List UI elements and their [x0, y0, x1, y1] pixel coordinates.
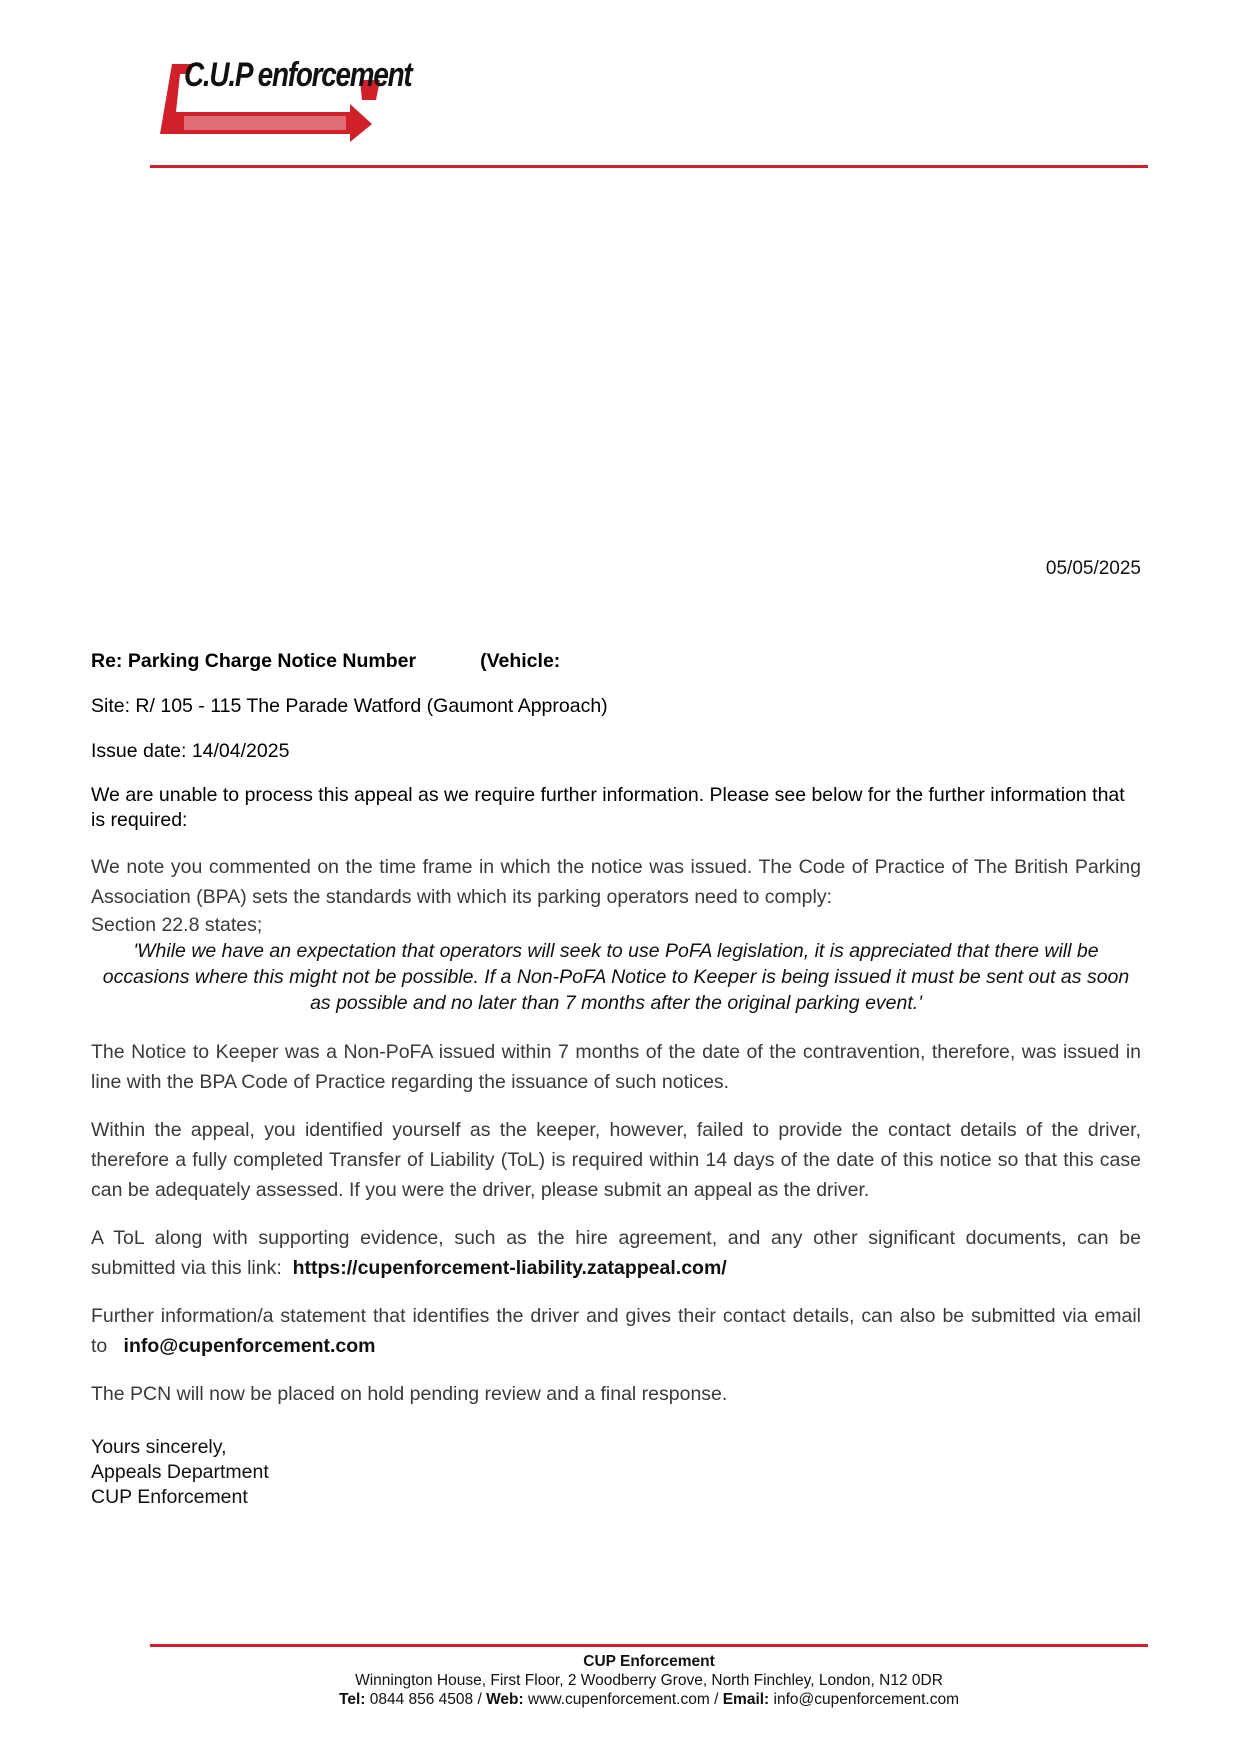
email-link[interactable]: info@cupenforcement.com: [123, 1335, 376, 1357]
site-line: Site: R/ 105 - 115 The Parade Watford (Gaumont Approach): [91, 695, 608, 717]
footer-email-label: Email:: [722, 1691, 770, 1708]
hold-paragraph: The PCN will now be placed on hold pending review and a final response.: [91, 1383, 728, 1405]
page-footer: [150, 1652, 1148, 1709]
intro-paragraph: We are unable to process this appeal as we require further information. Please see below for the further information that is required:: [91, 784, 1125, 831]
footer-tel-label: Tel:: [339, 1691, 366, 1708]
reference-line: [91, 648, 1141, 674]
footer-address: Winnington House, First Floor, 2 Woodberry Grove, North Finchley, London, N12 0DR: [355, 1672, 943, 1689]
notice-to-keeper-paragraph: The Notice to Keeper was a Non-PoFA issued within 7 months of the date of the contravention, therefore, was issued in line with the BPA Code of Practice regarding the issuance of such notices.: [91, 1041, 1141, 1093]
sign-department: Appeals Department: [91, 1461, 269, 1483]
tol-text: A ToL along with supporting evidence, such as the hire agreement, and any other significant documents, can be submitted via this link:: [91, 1227, 1141, 1279]
footer-company: CUP Enforcement: [583, 1653, 715, 1670]
footer-email[interactable]: info@cupenforcement.com: [773, 1691, 959, 1708]
company-logo: [150, 50, 412, 145]
footer-divider: [150, 1644, 1148, 1647]
letter-body: [91, 648, 1141, 1510]
logo-text: C.U.P enforcement: [184, 56, 412, 94]
signature-block: [91, 1435, 1141, 1510]
vehicle-label: (Vehicle:: [480, 650, 561, 672]
reference-label: Re: Parking Charge Notice Number: [91, 650, 417, 672]
tol-paragraph: [91, 1223, 1141, 1283]
footer-web[interactable]: www.cupenforcement.com: [528, 1691, 710, 1708]
tol-link[interactable]: https://cupenforcement-liability.zatappeal.com/: [292, 1257, 727, 1279]
header-divider: [150, 165, 1148, 168]
letter-date: 05/05/2025: [1045, 558, 1141, 579]
email-paragraph: [91, 1301, 1141, 1361]
sign-company: CUP Enforcement: [91, 1486, 248, 1508]
issue-date-line: Issue date: 14/04/2025: [91, 740, 290, 762]
sign-off: Yours sincerely,: [91, 1436, 227, 1458]
bpa-quote: 'While we have an expectation that operators will seek to use PoFA legislation, it is appreciated that there will be occasions where this might not be possible. If a Non-PoFA Notice to Keeper is being issued it must be sent out as soon as possible and no later than 7 months after the original parking event.': [102, 940, 1130, 1014]
footer-web-label: Web:: [486, 1691, 524, 1708]
keeper-paragraph: Within the appeal, you identified yourself as the keeper, however, failed to provide the contact details of the driver, therefore a fully completed Transfer of Liability (ToL) is required within 14 days of the date of this notice so that this case can be adequately assessed. If you were the driver, please submit an appeal as the driver.: [91, 1119, 1141, 1201]
footer-contact: Tel: 0844 856 4508 / Web: www.cupenforcement.com / Email: info@cupenforcement.com: [339, 1691, 959, 1708]
footer-tel: 0844 856 4508: [369, 1691, 474, 1708]
bpa-paragraph: We note you commented on the time frame in which the notice was issued. The Code of Practice of The British Parking Association (BPA) sets the standards with which its parking operators need to comply:: [91, 856, 1141, 908]
section-reference: Section 22.8 states;: [91, 914, 263, 936]
email-text: Further information/a statement that identifies the driver and gives their contact details, can also be submitted via email to: [91, 1305, 1141, 1357]
